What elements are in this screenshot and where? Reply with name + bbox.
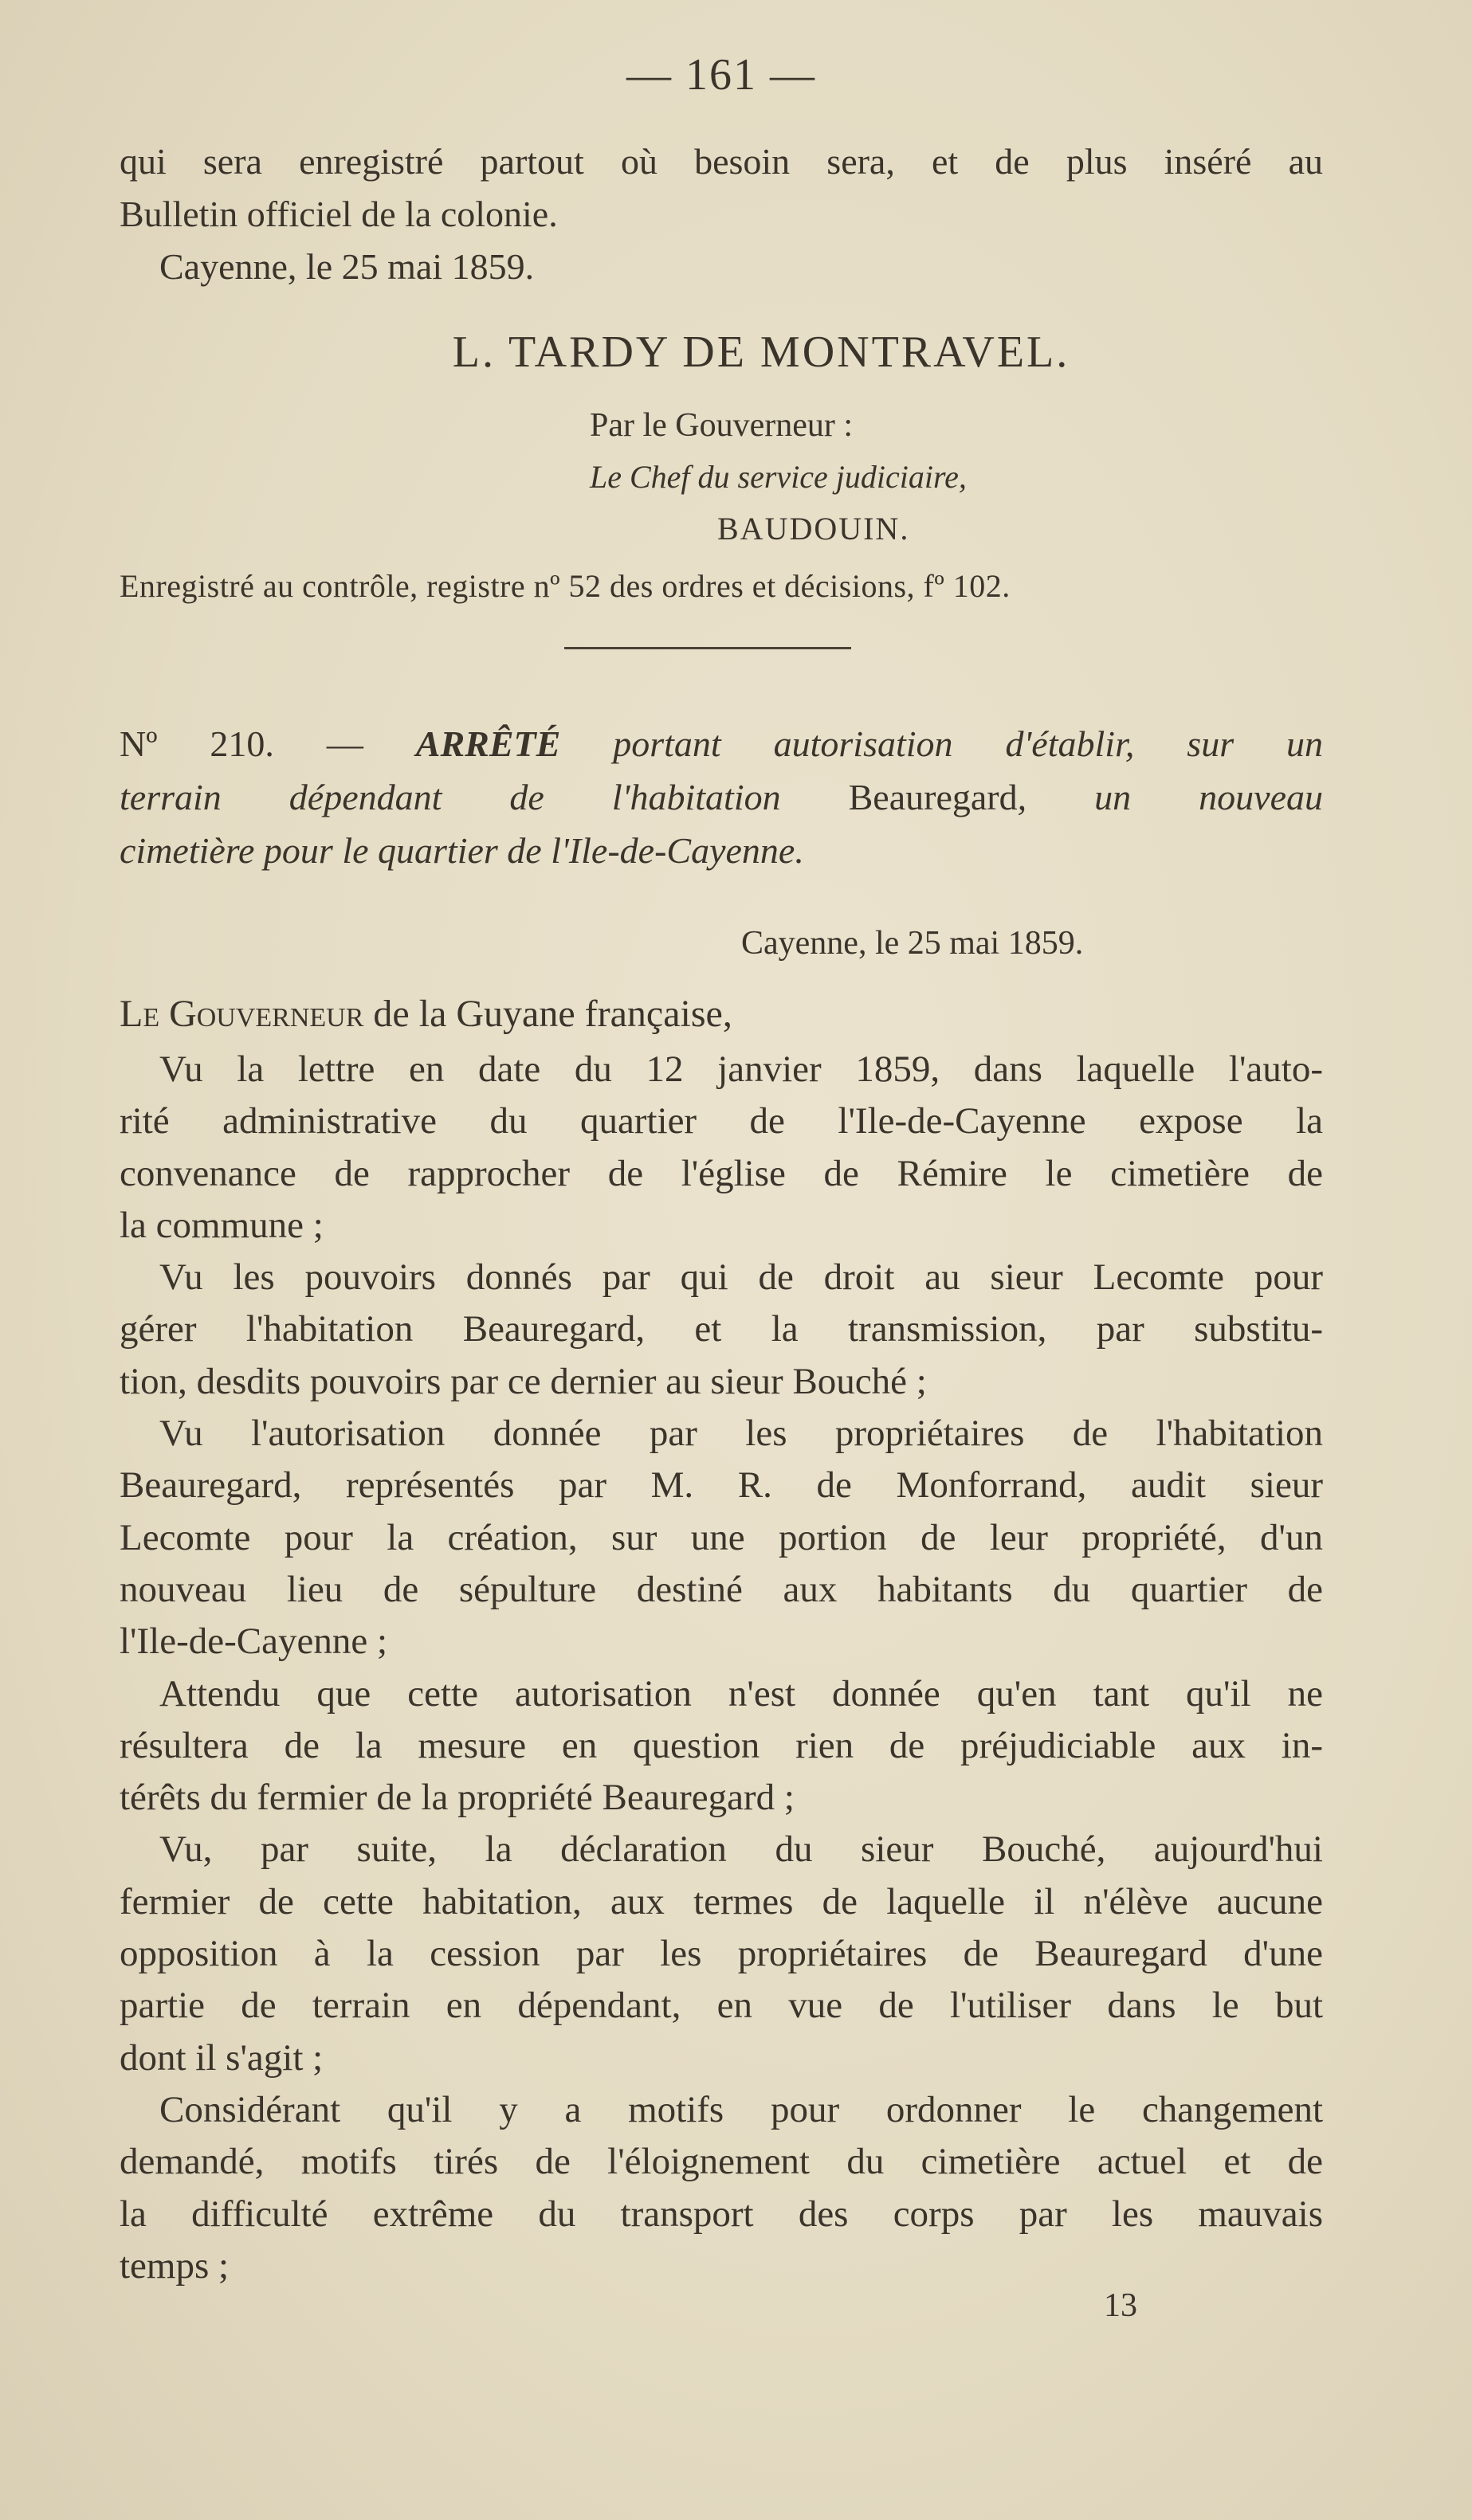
gouverneur-rest: de la Guyane française, [363,993,732,1035]
registration-note: Enregistré au contrôle, registre nº 52 des ordres et décisions, fº 102. [120,568,1011,604]
body-line: nouveau lieu de sépulture destiné aux habitants du quartier de [120,1568,1323,1610]
body-line: Vu les pouvoirs donnés par qui de droit au sieur Lecomte pour [159,1256,1323,1299]
body-line: l'Ile-de-Cayenne ; [120,1621,387,1663]
body-line: Vu la lettre en date du 12 janvier 1859, dans laquelle l'auto- [159,1048,1323,1090]
body-line: Lecomte pour la création, sur une portion de leur propriété, d'un [120,1516,1323,1558]
body-line: résultera de la mesure en question rien de préjudiciable aux in- [120,1724,1323,1766]
countersigner-name: BAUDOUIN. [717,511,910,547]
chef-service: Le Chef du service judiciaire, [590,459,967,495]
arrete-word: ARRÊTÉ [415,723,561,764]
body-line: rité administrative du quartier de l'Ile-de-Cayenne expose la [120,1100,1323,1142]
par-le-gouverneur: Par le Gouverneur : [590,407,854,444]
body-line: gérer l'habitation Beauregard, et la transmission, par substitu- [120,1308,1323,1350]
arrete-title-part: Beauregard [848,777,1018,817]
body-line: opposition à la cession par les propriétaires de Beauregard d'une [120,1933,1323,1975]
signer-name: L. TARDY DE MONTRAVEL. [452,327,1070,377]
section-divider [564,647,851,649]
body-line: fermier de cette habitation, aux termes de laquelle il n'élève aucune [120,1880,1323,1922]
body-line: demandé, motifs tirés de l'éloignement du cimetière actuel et de [120,2141,1323,2183]
signature-mark: 13 [1104,2287,1137,2324]
arrete-title-part: terrain dépendant de l'habitation [120,777,781,817]
body-line: partie de terrain en dépendant, en vue de l'utiliser dans le but [120,1985,1323,2027]
body-line: Attendu que cette autorisation n'est donnée qu'en tant qu'il ne [159,1672,1323,1715]
body-line: la difficulté extrême du transport des corps par les mauvais [120,2193,1323,2235]
arrete-title-part: portant autorisation d'établir, sur un [613,723,1324,764]
intro-paragraph [120,135,1323,293]
decree-date: Cayenne, le 25 mai 1859. [159,246,535,287]
body-line: dont il s'agit ; [120,2036,324,2079]
arrete-heading [120,717,1323,877]
body-line: Vu, par suite, la déclaration du sieur Bouché, aujourd'hui [159,1828,1323,1871]
gouverneur-title: Le Gouverneur [120,993,364,1035]
page-number: — 161 — [626,50,816,100]
body-line: temps ; [120,2244,230,2287]
body-line: la commune ; [120,1204,324,1246]
body-line: térêts du fermier de la propriété Beauregard ; [120,1777,795,1819]
text-line: Bulletin officiel de la colonie. [120,194,558,234]
arrete-body [120,1044,1323,2292]
gouverneur-opening [120,992,1323,1036]
arrete-dateline: Cayenne, le 25 mai 1859. [741,925,1084,962]
body-line: Beauregard, représentés par M. R. de Monforrand, audit sieur [120,1464,1323,1507]
body-line: Vu l'autorisation donnée par les propriétaires de l'habitation [159,1413,1323,1455]
body-line: convenance de rapprocher de l'église de Rémire le cimetière de [120,1152,1323,1194]
arrete-title-part: cimetière pour le quartier de l'Ile-de-Cayenne. [120,830,804,871]
text-line: qui sera enregistré partout où besoin sera, et de plus inséré au [120,141,1323,182]
body-line: Considérant qu'il y a motifs pour ordonner le changement [159,2088,1323,2130]
arrete-title-part: , un nouveau [1017,777,1323,817]
body-line: tion, desdits pouvoirs par ce dernier au sieur Bouché ; [120,1360,927,1402]
arrete-number: Nº 210. — [120,723,363,764]
